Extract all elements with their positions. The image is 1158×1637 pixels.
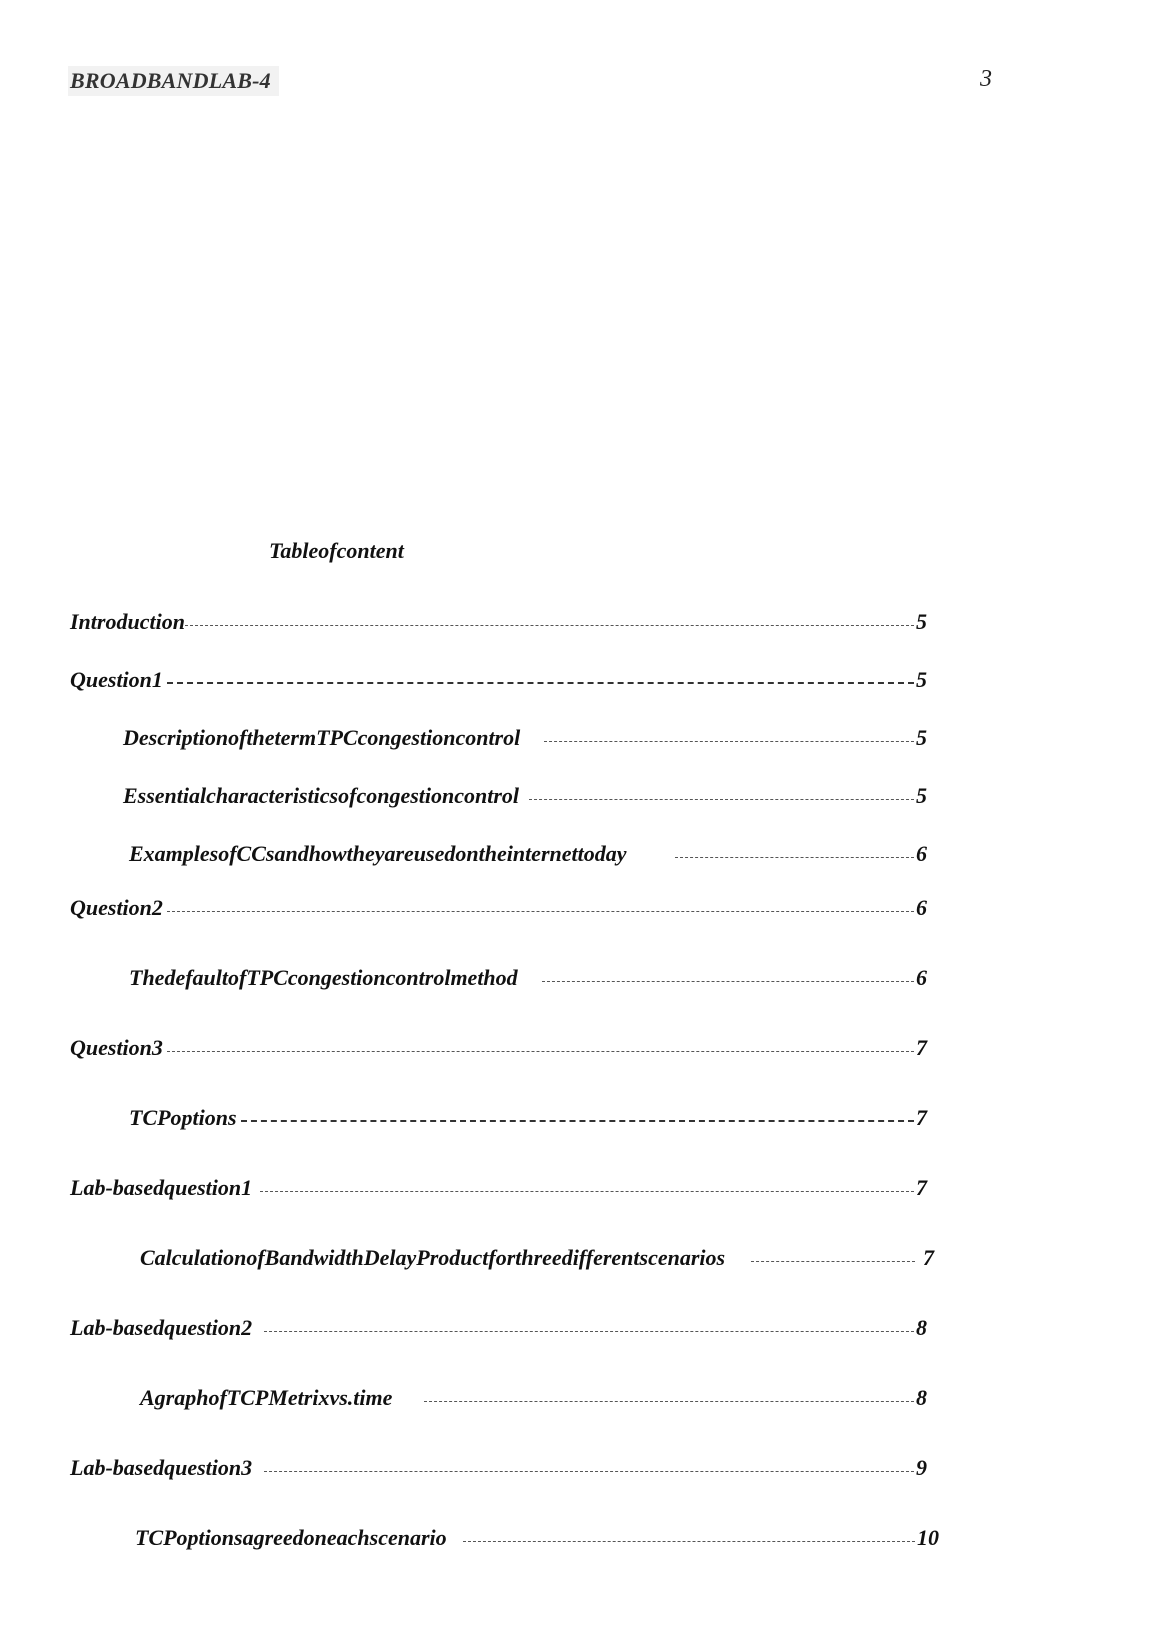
toc-entry-introduction[interactable]: [70, 605, 927, 635]
toc-entry-page: 5: [916, 725, 927, 750]
toc-entry-question1[interactable]: [70, 663, 927, 693]
toc-entry-page: 7: [916, 1175, 927, 1200]
toc-entry-page: 10: [917, 1525, 939, 1550]
toc-entry-label: Question3: [70, 1035, 163, 1060]
toc-entry-page: 5: [916, 667, 927, 692]
toc-entry-page: 8: [916, 1315, 927, 1340]
toc-leader: [264, 1470, 914, 1472]
toc-entry-label: Lab-basedquestion2: [70, 1315, 253, 1340]
toc-entry-examples-of-ccs[interactable]: [129, 837, 927, 867]
toc-leader: [167, 1050, 914, 1052]
toc-entry-page: 5: [916, 609, 927, 634]
toc-entry-tcp-options-agreed[interactable]: [135, 1521, 939, 1551]
toc-entry-page: 7: [916, 1105, 927, 1130]
toc-entry-page: 6: [916, 841, 927, 866]
toc-leader: [424, 1400, 914, 1402]
page-number: 3: [980, 66, 992, 92]
toc-entry-question2[interactable]: [70, 891, 927, 921]
toc-leader: [260, 1190, 914, 1192]
toc-entry-page: 7: [916, 1035, 927, 1060]
toc-entry-lab-question3[interactable]: [70, 1451, 927, 1481]
toc-leader: [544, 740, 914, 742]
toc-leader: [463, 1540, 915, 1542]
toc-title: Tableofcontent: [269, 538, 404, 563]
toc-leader: [167, 681, 914, 684]
toc-leader: [264, 1330, 914, 1332]
toc-entry-label: ThedefaultofTPCcongestioncontrolmethod: [129, 965, 518, 990]
toc-entry-page: 9: [916, 1455, 927, 1480]
toc-entry-label: Lab-basedquestion1: [70, 1175, 253, 1200]
toc-entry-label: CalculationofBandwidthDelayProductforthreedifferentscenarios: [140, 1245, 726, 1270]
toc-leader: [167, 910, 914, 912]
toc-entry-label: TCPoptions: [129, 1105, 237, 1130]
toc-entry-label: Introduction: [70, 609, 185, 634]
toc-leader: [241, 1119, 914, 1122]
toc-entry-essential-characteristics[interactable]: [123, 779, 927, 809]
toc-entry-default-tcp-cc[interactable]: [129, 961, 927, 991]
toc-leader: [529, 798, 914, 800]
toc-entry-label: Lab-basedquestion3: [70, 1455, 253, 1480]
running-head: BROADBANDLAB-4: [68, 66, 279, 96]
toc-leader: [185, 624, 914, 626]
toc-entry-lab-question2[interactable]: [70, 1311, 927, 1341]
toc-entry-label: Question2: [70, 895, 163, 920]
toc-entry-tcp-options[interactable]: [129, 1101, 927, 1131]
toc-entry-lab-question1[interactable]: [70, 1171, 927, 1201]
toc-entry-page: 5: [916, 783, 927, 808]
toc-entry-tcp-metrix-graph[interactable]: [140, 1381, 927, 1411]
toc-entry-question3[interactable]: [70, 1031, 927, 1061]
toc-entry-bdp-calculation[interactable]: [140, 1241, 934, 1271]
toc-entry-label: Essentialcharacteristicsofcongestioncontrol: [123, 783, 520, 808]
toc-leader: [542, 980, 914, 982]
toc-entry-description-tcp-cc[interactable]: [123, 721, 927, 751]
toc-entry-page: 7: [923, 1245, 934, 1270]
toc-entry-page: 6: [916, 895, 927, 920]
toc-entry-label: TCPoptionsagreedoneachscenario: [135, 1525, 447, 1550]
toc-entry-label: AgraphofTCPMetrixvs.time: [140, 1385, 393, 1410]
toc-entry-label: ExamplesofCCsandhowtheyareusedontheinternettoday: [129, 841, 627, 866]
toc-entry-label: DescriptionofthetermTPCcongestioncontrol: [123, 725, 521, 750]
toc-entry-page: 8: [916, 1385, 927, 1410]
toc-entry-label: Question1: [70, 667, 163, 692]
toc-leader: [675, 856, 915, 858]
toc-leader: [751, 1260, 915, 1262]
toc-entry-page: 6: [916, 965, 927, 990]
